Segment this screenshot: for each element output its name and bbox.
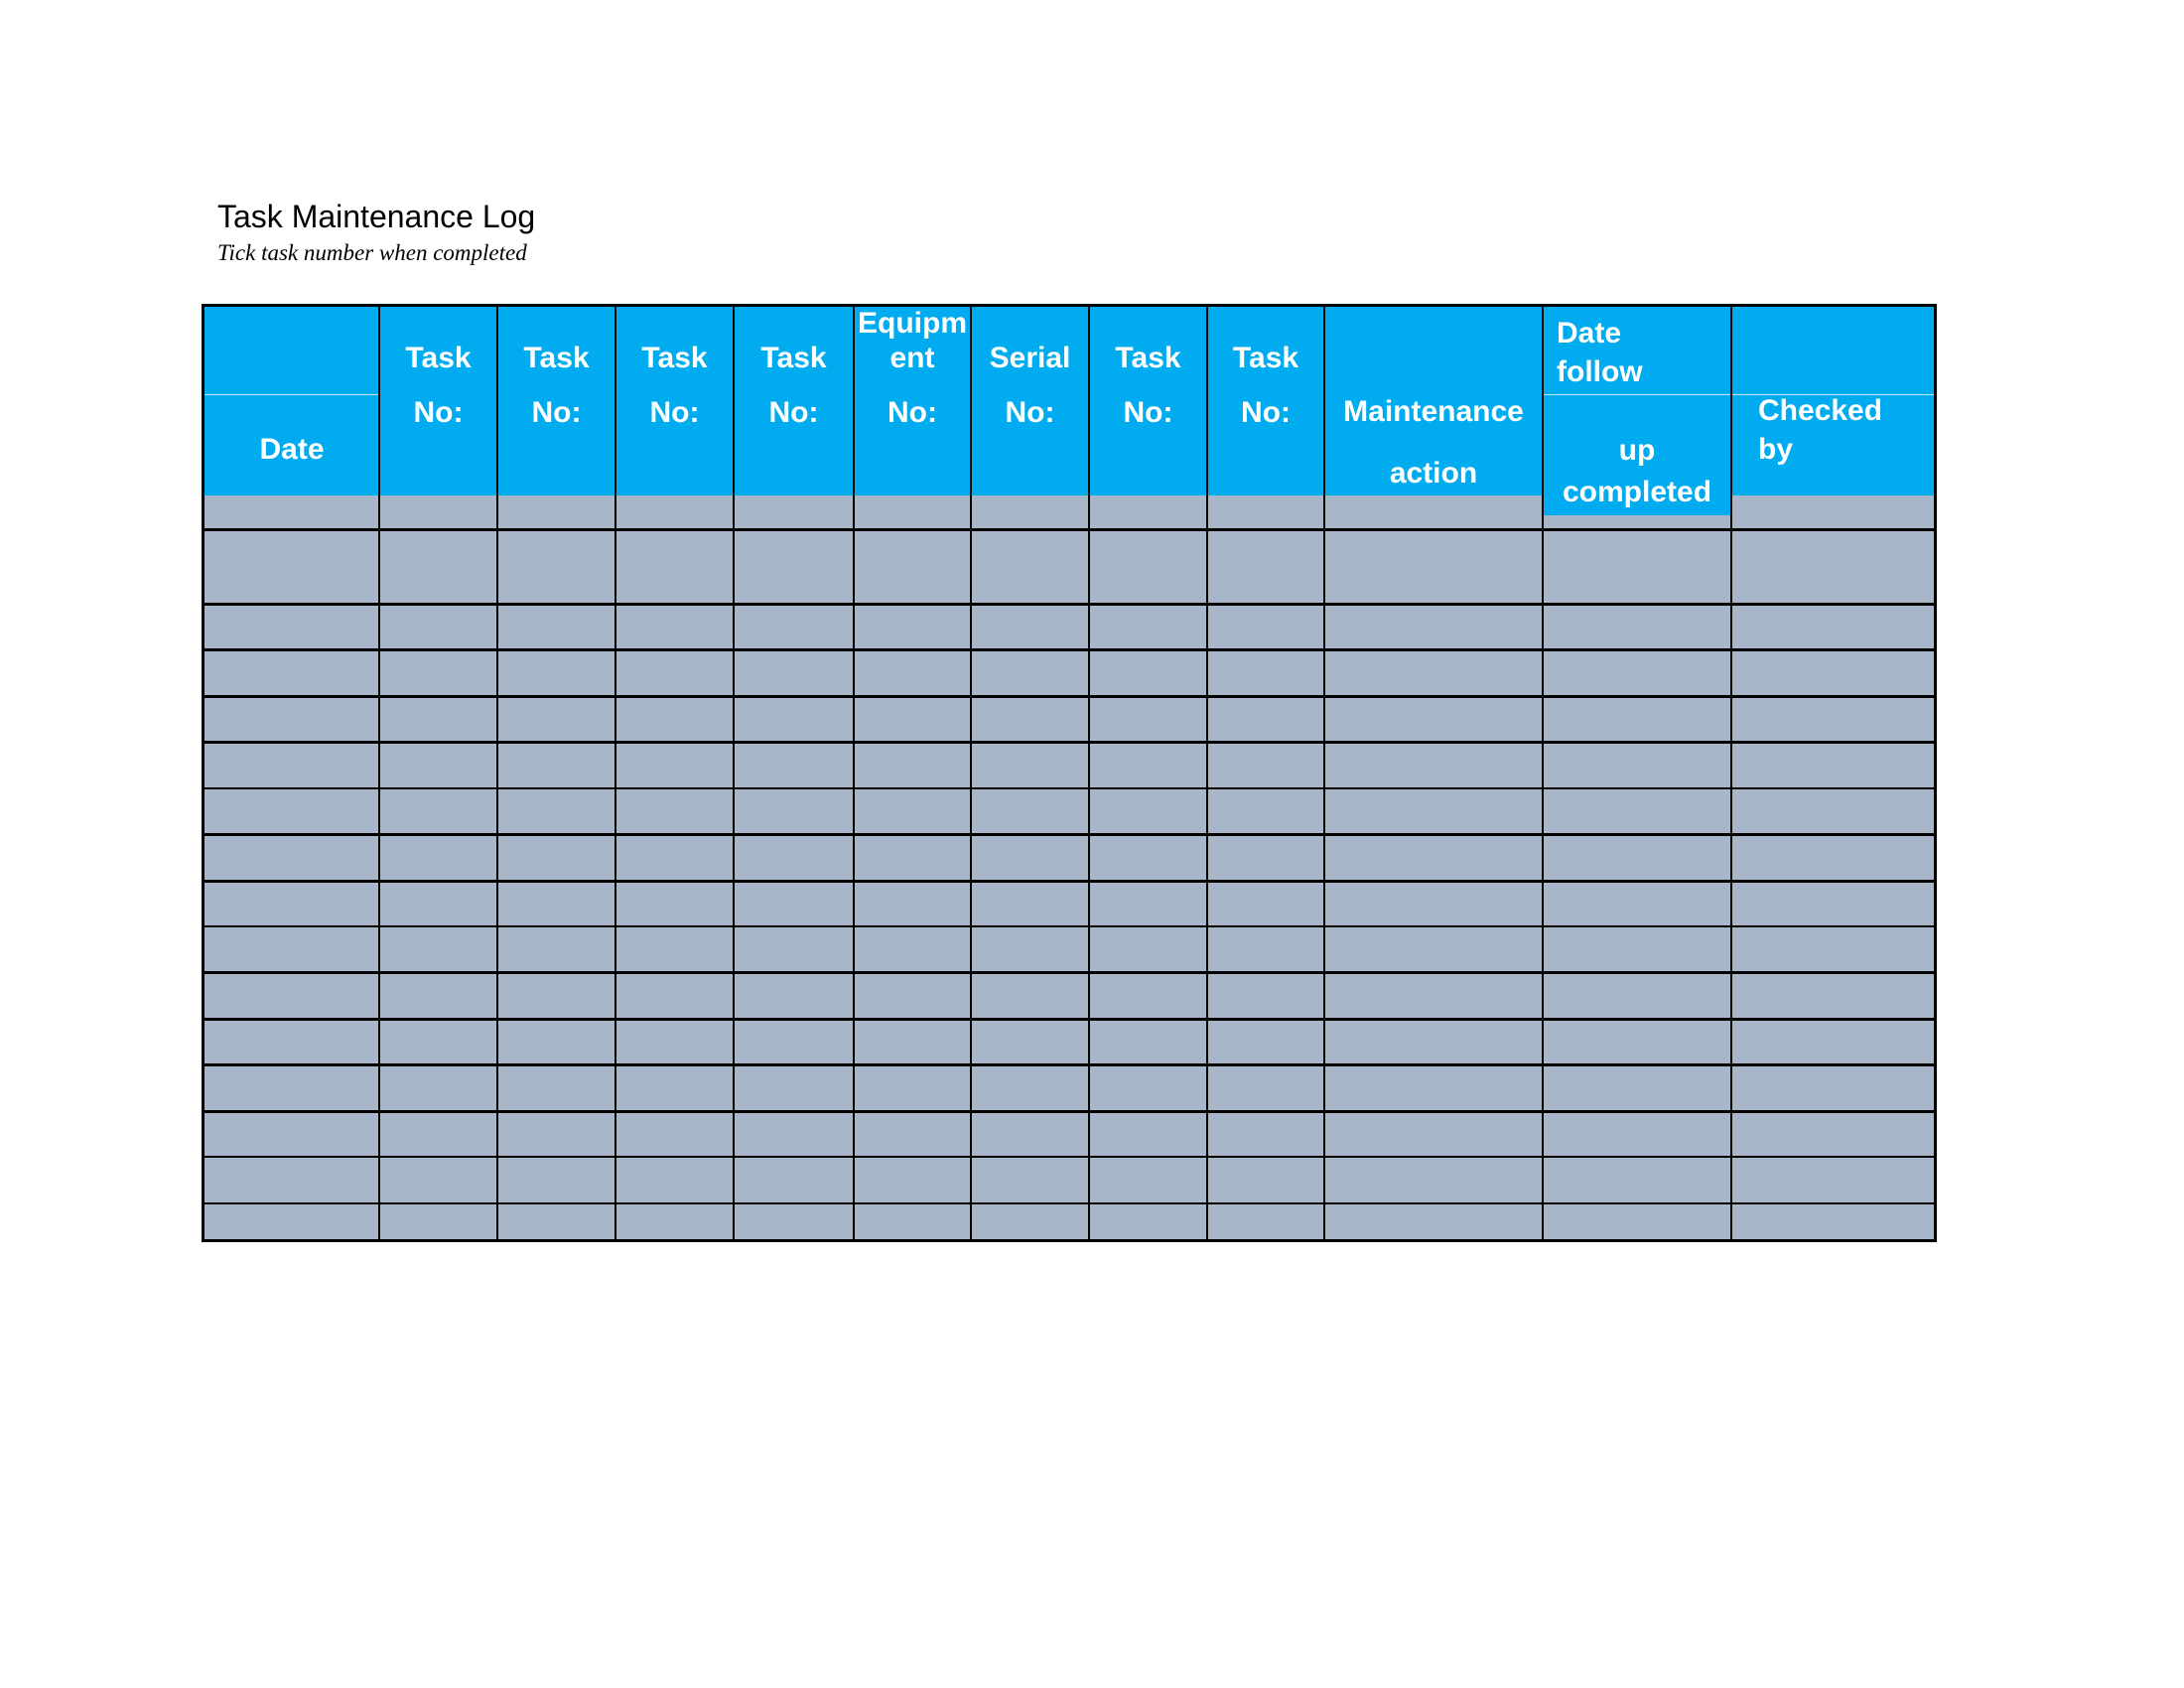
header-no-label: No: (768, 396, 819, 429)
grid-row-line (205, 925, 1934, 927)
grid-row-line (205, 695, 1934, 698)
grid-column-line (1088, 307, 1090, 1239)
header-task-2 (497, 307, 615, 495)
header-task-label: Task (760, 342, 827, 374)
header-no-label: No: (649, 396, 700, 429)
header-equipment-no (854, 307, 971, 495)
header-task-label: Task (641, 342, 708, 374)
header-no-label: No: (1241, 396, 1291, 429)
grid-row-line (205, 880, 1934, 883)
header-maintenance-label: Maintenance (1343, 395, 1524, 428)
grid-row-line (205, 1110, 1934, 1113)
header-no-label: No: (1005, 396, 1055, 429)
header-maintenance-action (1324, 307, 1543, 495)
maintenance-log-table (202, 304, 1937, 1242)
grid-row-line (205, 1202, 1934, 1204)
grid-column-line (1730, 307, 1732, 1239)
header-no-label: No: (887, 396, 937, 429)
grid-row-line (205, 833, 1934, 836)
header-no-label: No: (413, 396, 464, 429)
header-date-follow-label-3: up (1618, 434, 1656, 467)
header-date-label: Date (259, 433, 325, 466)
header-serial-no (971, 307, 1089, 495)
grid-row-line (205, 741, 1934, 744)
header-task-6 (1207, 307, 1324, 495)
header-date-follow-label-4: completed (1562, 476, 1712, 508)
header-divider (1543, 394, 1731, 395)
grid-column-line (378, 307, 380, 1239)
header-task-4 (734, 307, 854, 495)
grid-column-line (853, 307, 855, 1239)
header-task-label: Task (1115, 342, 1181, 374)
header-divider (205, 394, 379, 395)
header-task-label: Task (523, 342, 590, 374)
header-task-3 (615, 307, 734, 495)
header-task-label: Task (405, 342, 472, 374)
grid-column-line (970, 307, 972, 1239)
header-date-follow-label-2: follow (1557, 355, 1643, 388)
header-action-label: action (1389, 457, 1478, 490)
grid-row-line (205, 603, 1934, 606)
header-task-5 (1089, 307, 1207, 495)
header-date-follow-up (1543, 307, 1731, 515)
header-task-1 (379, 307, 497, 495)
header-checked-label-1: Checked (1758, 394, 1883, 427)
grid-row-line (205, 528, 1934, 531)
grid-row-line (205, 1156, 1934, 1158)
page-title: Task Maintenance Log (217, 199, 536, 234)
grid-column-line (1542, 307, 1544, 1239)
header-serial-label: Serial (989, 342, 1071, 374)
header-date (205, 307, 379, 495)
grid-row-line (205, 787, 1934, 789)
grid-row-line (205, 1063, 1934, 1066)
header-equipment-label-1: Equipm (858, 307, 967, 340)
grid-column-line (496, 307, 498, 1239)
grid-row-line (205, 648, 1934, 651)
grid-column-line (614, 307, 616, 1239)
header-checked-label-2: by (1758, 433, 1794, 466)
page-subtitle: Tick task number when completed (217, 240, 527, 265)
grid-column-line (1206, 307, 1208, 1239)
header-task-label: Task (1232, 342, 1299, 374)
header-no-label: No: (1123, 396, 1173, 429)
grid-row-line (205, 971, 1934, 974)
grid-column-line (1323, 307, 1325, 1239)
header-checked-by (1731, 307, 1937, 495)
grid-row-line (205, 1018, 1934, 1021)
header-date-follow-label-1: Date (1557, 317, 1622, 350)
header-equipment-label-2: ent (889, 342, 935, 374)
header-no-label: No: (531, 396, 582, 429)
grid-column-line (733, 307, 735, 1239)
